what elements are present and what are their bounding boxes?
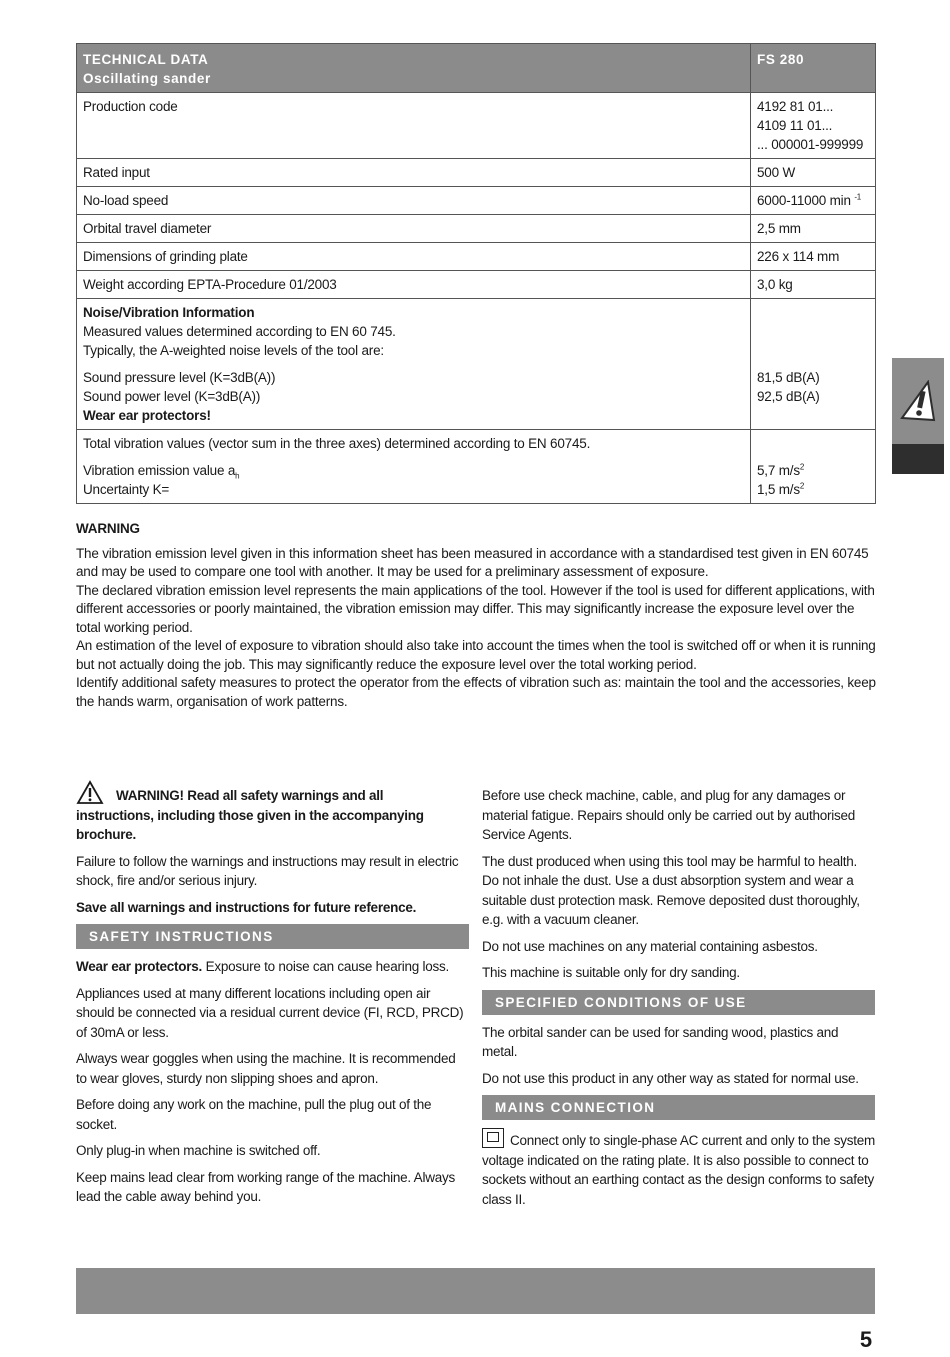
weight-value: 3,0 kg: [751, 271, 876, 299]
side-tab-dark-block: [892, 444, 944, 474]
vibration-warning: [76, 520, 876, 711]
uncertainty-label: Uncertainty K=: [83, 482, 170, 497]
sound-pressure-value: 81,5 dB(A): [757, 370, 820, 385]
safety-instructions-heading: SAFETY INSTRUCTIONS: [76, 924, 469, 949]
vibration-warning-p2: The declared vibration emission level represents the main applications of the tool. However if the tool is used for different applications, with different accessories or poorly maintained, the vibration emission may differ. This may significantly increase the exposure level over the total working period.: [76, 582, 875, 635]
sound-power-value: 92,5 dB(A): [757, 389, 820, 404]
failure-text: Failure to follow the warnings and instructions may result in electric shock, fire and/or serious injury.: [76, 853, 459, 888]
check-machine-text: Before use check machine, cable, and plug for any damages or material fatigue. Repairs should only be carried out by authorised Service Agents.: [482, 788, 855, 842]
sound-pressure-label: Sound pressure level (K=3dB(A)): [83, 370, 276, 385]
no-load-speed-exponent: -1: [854, 192, 862, 202]
unplug-text: Before doing any work on the machine, pull the plug out of the socket.: [76, 1097, 432, 1132]
plate-label: Dimensions of grinding plate: [77, 243, 751, 271]
goggles-text: Always wear goggles when using the machine. It is recommended to wear gloves, sturdy non slipping shoes and apron.: [76, 1051, 456, 1086]
ear-protectors-bold: Wear ear protectors.: [76, 959, 203, 974]
ear-protectors-text: [76, 957, 469, 977]
table-row-weight: [77, 271, 876, 299]
table-row-noise: [77, 299, 876, 430]
sound-power-label: Sound power level (K=3dB(A)): [83, 389, 261, 404]
vibration-warning-p3: An estimation of the level of exposure to vibration should also take into account the times when the tool is switched off or when it is running but not actually doing the job. This may significantly reduce the exposure level over the total working period.: [76, 638, 876, 672]
no-load-speed-label: No-load speed: [77, 187, 751, 215]
rated-input-value: 500 W: [751, 159, 876, 187]
noise-line2: Typically, the A-weighted noise levels of the tool are:: [83, 343, 384, 358]
noise-info-cell: [77, 299, 751, 430]
technical-data-table: [76, 43, 876, 504]
mains-connection-heading: MAINS CONNECTION: [482, 1095, 875, 1120]
no-load-speed-value: [751, 187, 876, 215]
safety-warning-line2: instructions, including those given in the accompanying brochure.: [76, 807, 424, 842]
appliances-text: Appliances used at many different locations including open air should be connected via a residual current device (FI, RCD, PRCD) of 30mA or less.: [76, 985, 464, 1040]
mains-connection-text: [482, 1128, 875, 1209]
vibration-warning-p1: The vibration emission level given in this information sheet has been measured in accordance with a standardised test given in EN 60745 and may be used to compare one tool with another. It may be used for a preliminary assessment of exposure.: [76, 545, 869, 579]
vibration-emission-text: Vibration emission value a: [83, 463, 236, 478]
table-row-production-code: [77, 93, 876, 159]
ear-protectors-note: Wear ear protectors!: [83, 408, 211, 423]
vibration-intro: Total vibration values (vector sum in the three axes) determined according to EN 60745.: [83, 436, 591, 451]
footer-bar: [76, 1268, 875, 1314]
warning-side-tab: [892, 358, 944, 474]
safety-warning-heading: [76, 786, 469, 845]
production-code-label: Production code: [77, 93, 751, 159]
table-header-model: FS 280: [751, 44, 876, 93]
table-row-vibration: [77, 430, 876, 504]
conditions-of-use-heading: SPECIFIED CONDITIONS OF USE: [482, 990, 875, 1015]
production-code-value: [751, 93, 876, 159]
protection-class-2-icon: [482, 1128, 504, 1148]
squared-exponent: 2: [799, 462, 805, 472]
orbital-value: 2,5 mm: [751, 215, 876, 243]
table-row-orbital: [77, 215, 876, 243]
vibration-info-cell: [77, 430, 751, 504]
ear-protectors-rest: Exposure to noise can cause hearing loss.: [202, 959, 449, 974]
uncertainty-value: [757, 480, 869, 499]
orbital-label: Orbital travel diameter: [77, 215, 751, 243]
noise-values-cell: [751, 299, 876, 430]
uncertainty-number: 1,5 m/s: [757, 482, 800, 497]
other-use-text: Do not use this product in any other way as stated for normal use.: [482, 1070, 859, 1086]
right-column: [482, 786, 875, 1216]
plate-value: 226 x 114 mm: [751, 243, 876, 271]
weight-label: Weight according EPTA-Procedure 01/2003: [77, 271, 751, 299]
production-code-line3: ... 000001-999999: [757, 137, 864, 152]
header-title-line1: TECHNICAL DATA: [83, 52, 209, 67]
plugin-text: Only plug-in when machine is switched off.: [76, 1143, 321, 1158]
asbestos-text: Do not use machines on any material containing asbestos.: [482, 938, 818, 954]
dust-text: The dust produced when using this tool may be harmful to health. Do not inhale the dust. Use a dust absorption system and wear a suitable dust protection mask. Remove deposited dust thoroughly, e.g. with a vacuum cleaner.: [482, 853, 860, 927]
table-row-rated-input: [77, 159, 876, 187]
page-number: 5: [859, 1327, 873, 1352]
squared-exponent: 2: [799, 481, 805, 491]
vibration-emission-value: [757, 461, 869, 480]
vibration-emission-label: [83, 461, 744, 480]
dry-sanding-text: This machine is suitable only for dry sanding.: [482, 965, 740, 980]
orbital-use-text: The orbital sander can be used for sanding wood, plastics and metal.: [482, 1024, 839, 1059]
save-warnings-text: Save all warnings and instructions for future reference.: [76, 899, 417, 915]
vibration-emission-number: 5,7 m/s: [757, 463, 800, 478]
table-header-title: [77, 44, 751, 93]
production-code-line2: 4109 11 01...: [757, 118, 833, 133]
connect-text: Connect only to single-phase AC current and only to the system voltage indicated on the rating plate. It is also possible to connect to sockets without an earthing contact as the design conforms to safety class II.: [482, 1133, 875, 1207]
production-code-line1: 4192 81 01...: [757, 99, 834, 114]
table-header: [77, 44, 876, 93]
exclamation-icon: [898, 380, 938, 424]
table-row-plate: [77, 243, 876, 271]
noise-line1: Measured values determined according to EN 60 745.: [83, 324, 396, 339]
noise-title: Noise/Vibration Information: [83, 305, 255, 320]
vibration-warning-p4: Identify additional safety measures to protect the operator from the effects of vibration such as: maintain the tool and the accessories, keep the hands warm, organisation of work patterns.: [76, 675, 876, 709]
mains-lead-text: Keep mains lead clear from working range of the machine. Always lead the cable away behind you.: [76, 1169, 455, 1204]
rated-input-label: Rated input: [77, 159, 751, 187]
table-row-no-load-speed: [77, 187, 876, 215]
no-load-speed-number: 6000-11000 min: [757, 193, 851, 208]
vibration-values-cell: [751, 430, 876, 504]
header-title-line2: Oscillating sander: [83, 71, 211, 86]
safety-warning-line1: WARNING! Read all safety warnings and all: [116, 788, 384, 803]
vibration-warning-title: WARNING: [76, 521, 140, 536]
left-column: [76, 786, 469, 1214]
vibration-emission-subscript: h: [235, 471, 240, 481]
warning-triangle-icon: [76, 780, 104, 805]
